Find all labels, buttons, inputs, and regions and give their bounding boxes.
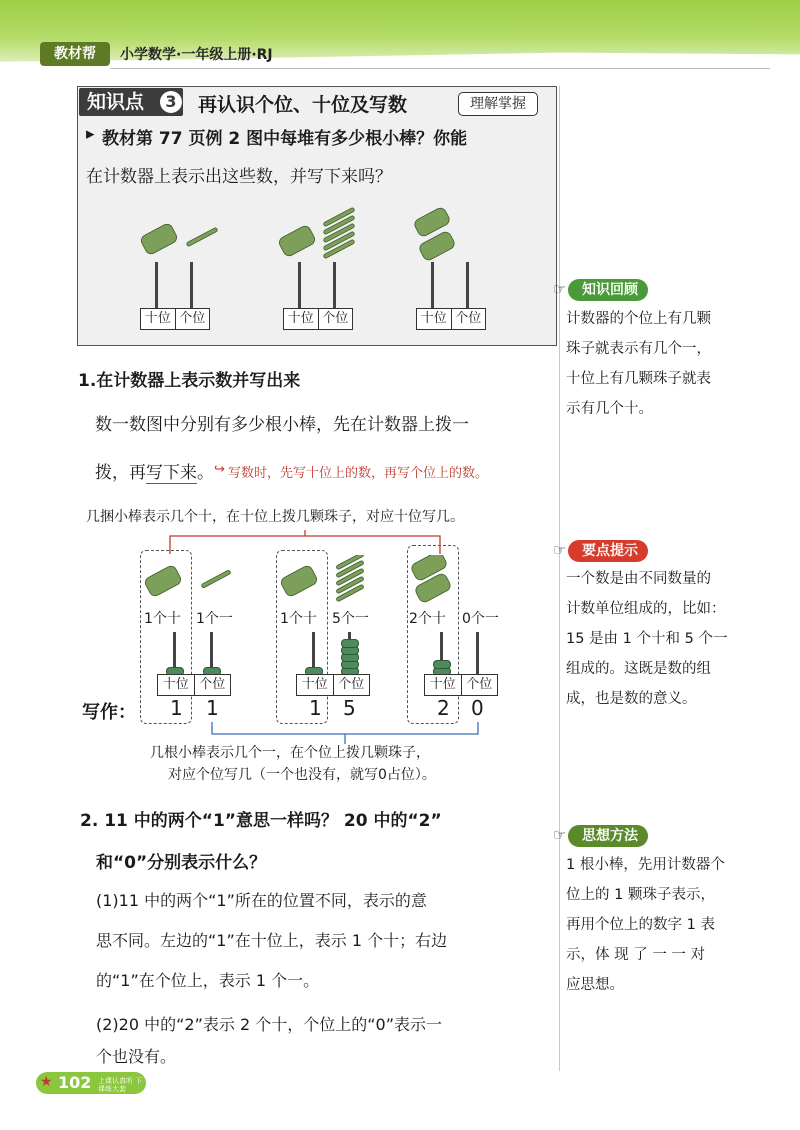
section-1-line-1: 数一数图中分别有多少根小棒，先在计数器上拨一	[95, 415, 469, 435]
page-number: 102	[58, 1073, 92, 1092]
hand-icon: ☞	[553, 280, 567, 298]
header-divider	[110, 68, 770, 69]
stick-illustrations	[130, 205, 510, 275]
note-bottom-2: 对应个位写几（一个也没有，就写0占位）。	[168, 767, 436, 783]
single-stick-icon	[186, 227, 218, 246]
answer-line-3: 的“1”在个位上，表示 1 个一。	[96, 971, 320, 990]
lower-stick-illustrations	[140, 555, 480, 605]
bead	[433, 660, 451, 669]
note-top: 几捆小棒表示几个十，在十位上拨几颗珠子，对应十位写几。	[86, 509, 464, 525]
star-icon: ★	[40, 1074, 53, 1090]
label-ten: 1个十	[144, 611, 181, 627]
key-tag: 要点提示	[568, 540, 648, 562]
note-bottom-1: 几根小棒表示几个一，在个位上拨几颗珠子，	[150, 745, 430, 761]
label-one: 0个一	[462, 611, 499, 627]
knowledge-title: 再认识个位、十位及写数	[198, 94, 408, 116]
counter-base: 十位 个位	[157, 674, 231, 696]
hand-icon: ☞	[553, 541, 567, 559]
question-line-1: 教材第 77 页例 2 图中每堆有多少根小棒？你能	[102, 129, 468, 149]
question-line-2: 在计数器上表示出这些数，并写下来吗？	[86, 167, 392, 187]
hand-icon: ☞	[553, 826, 567, 844]
section-1-title: 1.在计数器上表示数并写出来	[78, 371, 301, 391]
digit: 5	[343, 696, 356, 720]
bead	[341, 639, 359, 648]
section-2-question-2: 和“0”分别表示什么？	[96, 853, 267, 873]
write-as-label: 写作：	[82, 702, 136, 723]
answer-line-4: (2)20 中的“2”表示 2 个十，个位上的“0”表示一	[96, 1015, 442, 1034]
label-one: 1个一	[196, 611, 233, 627]
method-text: 1 根小棒，先用计数器个 位上的 1 颗珠子表示， 再用个位上的数字 1 表 示，体 现 了 一 一 对 应思想。	[566, 857, 725, 993]
counter-rod	[476, 632, 479, 674]
counter-rod	[155, 262, 158, 308]
counter-base: 十位 个位	[424, 674, 498, 696]
counter-rod	[333, 262, 336, 308]
answer-line-1: (1)11 中的两个“1”所在的位置不同，表示的意	[96, 891, 427, 910]
counter-rod	[466, 262, 469, 308]
key-text: 一个数是由不同数量的 计数单位组成的，比如： 15 是由 1 个十和 5 个一 组成的。这既是数的组 成，也是数的意义。	[566, 571, 728, 707]
review-text: 计数器的个位上有几颗 珠子就表示有几个一， 十位上有几颗珠子就表 示有几个十。	[566, 311, 711, 417]
sidebar-divider	[559, 86, 560, 1071]
digit: 1	[170, 696, 183, 720]
answer-line-5: 个也没有。	[96, 1047, 177, 1066]
tip-arrow-icon: ↪	[214, 462, 225, 477]
answer-line-2: 思不同。左边的“1”在十位上，表示 1 个十；右边	[96, 931, 448, 950]
digit: 1	[309, 696, 322, 720]
brand-badge: 教材帮	[40, 42, 110, 66]
knowledge-tag: 理解掌握	[458, 92, 538, 116]
counter-rod	[431, 262, 434, 308]
label-ten: 2个十	[409, 611, 446, 627]
counter-base: 十位 个位	[283, 308, 353, 330]
knowledge-badge: 知识点	[79, 88, 183, 116]
digit: 0	[471, 696, 484, 720]
label-ten: 1个十	[280, 611, 317, 627]
footer-tiny-text: 上课认真听 下课练大套	[98, 1077, 143, 1093]
counter-base: 十位 个位	[416, 308, 486, 330]
counter-base: 十位 个位	[296, 674, 370, 696]
stick-bundle-icon	[139, 222, 178, 256]
stick-bundle-icon	[277, 224, 316, 258]
digit: 1	[206, 696, 219, 720]
counter-base: 十位 个位	[140, 308, 210, 330]
label-one: 5个一	[332, 611, 369, 627]
tip-text: 写数时，先写十位上的数，再写个位上的数。	[228, 466, 489, 481]
review-tag: 知识回顾	[568, 279, 648, 301]
counter-rod	[190, 262, 193, 308]
section-1-line-2: 拨，再写下来。	[95, 463, 214, 483]
book-title: 小学数学·一年级上册·RJ	[120, 47, 273, 63]
section-2-question-1: 2. 11 中的两个“1”意思一样吗？ 20 中的“2”	[80, 811, 442, 831]
triangle-icon: ▸	[86, 124, 95, 144]
counter-rod	[298, 262, 301, 308]
digit: 2	[437, 696, 450, 720]
knowledge-number: 3	[160, 91, 182, 113]
method-tag: 思想方法	[568, 825, 648, 847]
